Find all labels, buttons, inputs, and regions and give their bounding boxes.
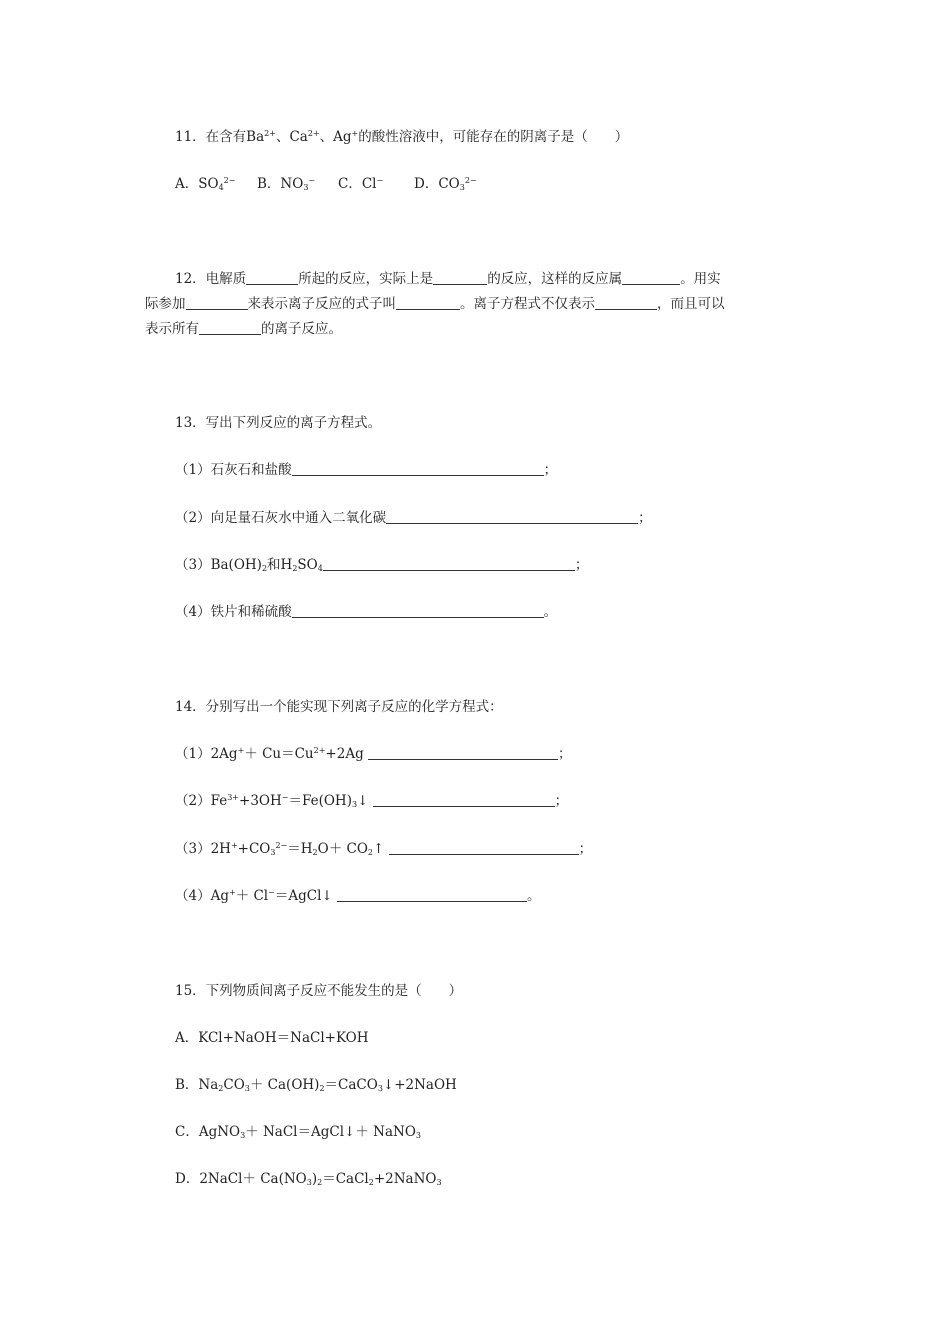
answer-blank <box>368 745 558 760</box>
q11-text: 的酸性溶液中，可能存在的阴离子是（ ） <box>358 129 629 145</box>
answer-blank <box>595 295 657 310</box>
q14-item-4: （4）Ag+＋ Cl−＝AgCl↓ 。 <box>175 888 541 904</box>
answer-blank <box>396 295 460 310</box>
q11-text: 11．在含有Ba <box>175 129 265 145</box>
answer-blank <box>186 295 248 310</box>
q15-option-a: A．KCl+NaOH＝NaCl+KOH <box>175 1030 369 1046</box>
q15-option-b: B．$Na_2CO_3+$ $Ca(OH)_2=CaCO_3↓+2NaOH$ <box>175 1077 457 1093</box>
q15-title: 15．下列物质间离子反应不能发生的是（ ） <box>175 983 463 999</box>
answer-blank <box>373 792 555 807</box>
q12-line-2: 际参加 来表示离子反应的式子叫 。离子方程式不仅表示 ，而且可以 <box>145 296 725 312</box>
answer-blank <box>323 556 575 571</box>
q13-item-1: （1）石灰石和盐酸 ； <box>175 462 558 478</box>
q12-line-3: 表示所有 的离子反应。 <box>145 321 342 337</box>
q11-text: 、Ca <box>275 129 308 145</box>
q13-item-2: （2）向足量石灰水中通入二氧化碳 ； <box>175 510 652 526</box>
answer-blank <box>199 320 261 335</box>
charge: + <box>351 129 359 138</box>
q14-item-2: $(2)Fe^{3+}+3OH^-=Fe(OH)_3↓$ ； <box>175 793 569 809</box>
answer-blank <box>433 270 487 285</box>
answer-blank <box>386 509 638 524</box>
q15-option-c: C．AgNO$_3$＋ NaCl＝AgCl↓＋ NaNO$_3$ <box>175 1124 421 1140</box>
answer-blank <box>337 887 527 902</box>
q11-option-b: B．$NO_3^-$ <box>257 176 316 192</box>
answer-blank <box>246 270 298 285</box>
charge: 2+ <box>264 129 276 138</box>
answer-blank <box>292 603 544 618</box>
q13-item-3: $(3)Ba(OH)_2$和$H_2SO_4$ ； <box>175 557 589 573</box>
q14-title: 14．分别写出一个能实现下列离子反应的化学方程式： <box>175 699 503 715</box>
q13-title: 13．写出下列反应的离子方程式。 <box>175 415 382 431</box>
q14-item-3: $(3)2H^++CO_3^{2-}=H_2O+$ $CO_2↑$ ； <box>175 841 593 857</box>
q11-stem <box>175 127 628 147</box>
charge: 2+ <box>307 129 320 138</box>
q11-option-a: A．$SO_4^{2-}$ <box>175 176 236 192</box>
q12-line-1: 12．电解质 所起的反应，实际上是 的反应，这样的反应属 。用实 <box>175 271 721 287</box>
answer-blank <box>622 270 680 285</box>
q11-options <box>175 174 477 194</box>
q11-option-c: C．Cl− <box>338 176 384 192</box>
q14-item-1: $(1)2Ag^++ Cu=Cu^{2+}+2Ag$ ； <box>175 746 572 762</box>
answer-blank <box>389 840 579 855</box>
q15-option-d: D．2NaCl＋ $Ca(NO_3)_2=CaCl_2+2NaNO_3$ <box>175 1171 442 1187</box>
q13-item-4: （4）铁片和稀硫酸 。 <box>175 604 558 620</box>
q11-option-d: D．$CO_3^{2-}$ <box>414 176 477 192</box>
q11-text: 、Ag <box>319 129 352 145</box>
answer-blank <box>292 461 544 476</box>
